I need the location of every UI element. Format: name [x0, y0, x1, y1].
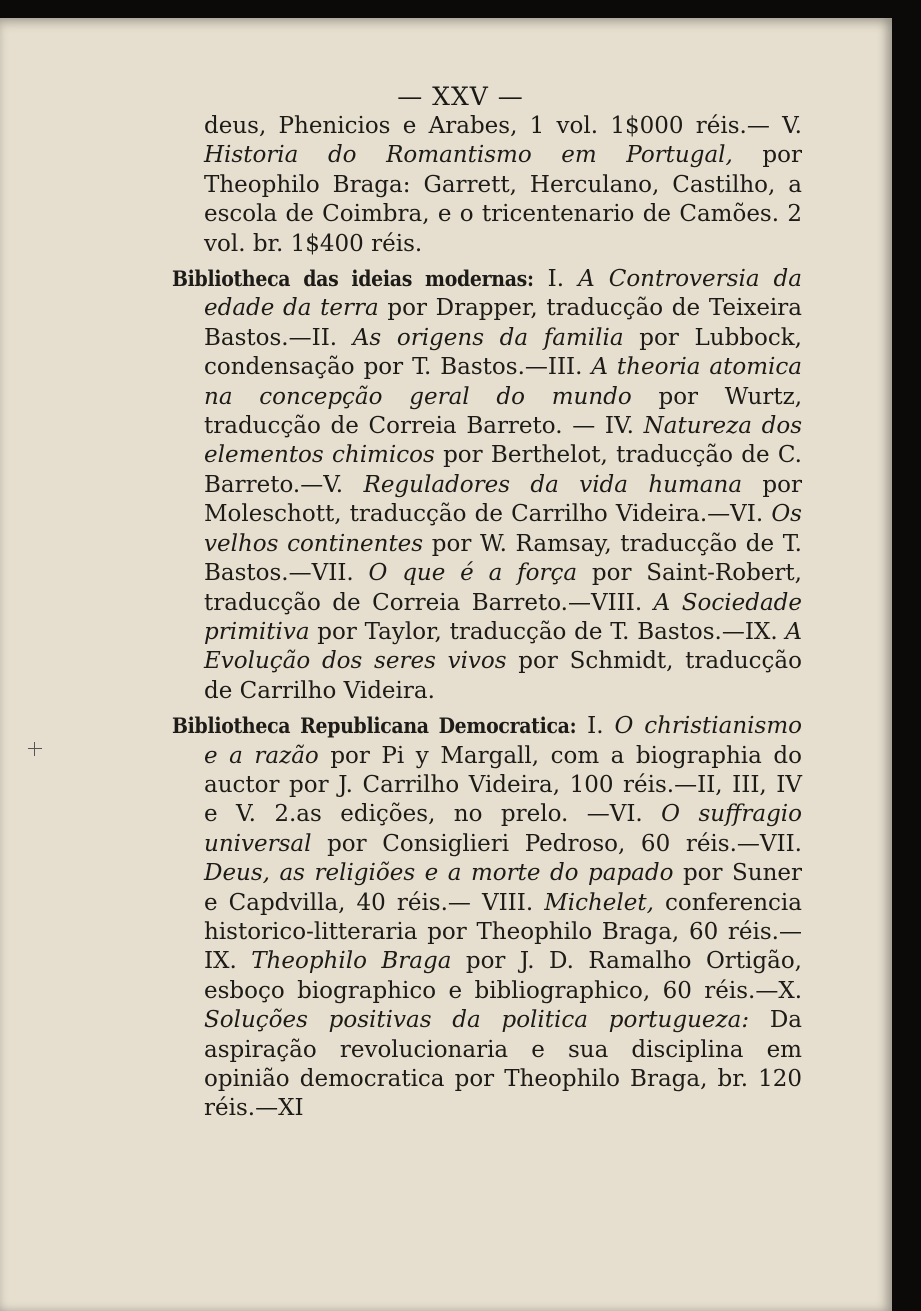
entry-text: por Lubbock, condensação por T. Bastos.—III. — [204, 324, 802, 381]
book-title: A Sociedade primitiva — [204, 589, 802, 645]
series-heading: Bibliotheca Republicana Democratica: — [172, 713, 577, 739]
catalogue-entry — [172, 112, 802, 259]
book-title: A theoria atomica na concepção geral do mundo — [204, 354, 802, 410]
book-title: Natureza dos elementos chimicos — [204, 413, 803, 469]
book-title: Reguladores da vida humana — [363, 471, 743, 498]
book-title: Deus, as religiões e a morte do papado — [204, 860, 674, 887]
entry-text: por Drapper, traducção de Teixeira Bastos.—II. — [204, 295, 802, 351]
entry-text: I. — [576, 713, 615, 740]
entry-text: por Theophilo Braga: Garrett, Herculano, Castilho, a escola de Coimbra, e o tricentenario de Camões. 2 vol. br. 1$400 réis. — [204, 142, 802, 257]
gutter-mark — [28, 748, 42, 749]
entry-text: por Suner e Capdvilla, 40 réis.— VIII. — [204, 860, 802, 916]
entry-text: por Moleschott, traducção de Carrilho Videira.—VI. — [204, 471, 802, 528]
book-title: O suffragio universal — [204, 801, 802, 857]
book-title: Michelet, — [544, 889, 654, 916]
entry-text: por Schmidt, traducção de Carrilho Videira. — [204, 648, 802, 704]
gutter-mark — [34, 742, 35, 756]
book-title: A Controversia da edade da terra — [204, 266, 802, 322]
entry-text: por W. Ramsay, traducção de T. Bastos.—VII. — [204, 530, 802, 587]
book-title: A Evolução dos seres vivos — [204, 618, 802, 675]
book-title: Soluções positivas da politica portugueza: — [204, 1007, 750, 1034]
book-title: Os velhos continentes — [204, 501, 802, 557]
catalogue-entry — [172, 711, 802, 1124]
book-title: Historia do Romantismo em Portugal, — [204, 142, 733, 169]
entry-text: por Saint-Robert, traducção de Correia Barreto.—VIII. — [204, 560, 802, 616]
entry-text: por Pi y Margall, com a biographia do auctor por J. Carrilho Videira, 100 réis.—II, III, IV e V. 2.as edições, no prelo. —VI. — [204, 742, 802, 828]
page-number: — XXV — — [397, 82, 524, 111]
catalogue-text — [172, 112, 802, 1124]
entry-text: por Consiglieri Pedroso, 60 réis.—VII. — [311, 830, 802, 857]
entry-text: I. — [533, 266, 579, 293]
series-heading: Bibliotheca das ideias modernas: — [172, 266, 534, 292]
entry-text: por J. D. Ramalho Ortigão, esboço biographico e bibliographico, 60 réis.—X. — [204, 948, 802, 1004]
book-title: O que é a força — [368, 560, 578, 587]
book-title: As origens da familia — [352, 324, 624, 351]
catalogue-entry — [172, 264, 802, 706]
book-title: O christianismo e a razão — [204, 713, 802, 769]
entry-text: por Wurtz, traducção de Correia Barreto. — IV. — [204, 383, 802, 440]
book-title: Theophilo Braga — [251, 948, 452, 975]
entry-text: conferencia historico-litteraria por Theophilo Braga, 60 réis.— IX. — [204, 889, 802, 975]
entry-text: deus, Phenicios e Arabes, 1 vol. 1$000 réis.— V. — [204, 113, 802, 139]
entry-text: Da aspiração revolucionaria e sua disciplina em opinião democratica por Theophilo Braga, br. 120 réis.—XI — [204, 1007, 802, 1122]
entry-text: por Taylor, traducção de T. Bastos.—IX. — [309, 618, 786, 645]
entry-text: por Berthelot, traducção de C. Barreto.—V. — [204, 442, 802, 498]
